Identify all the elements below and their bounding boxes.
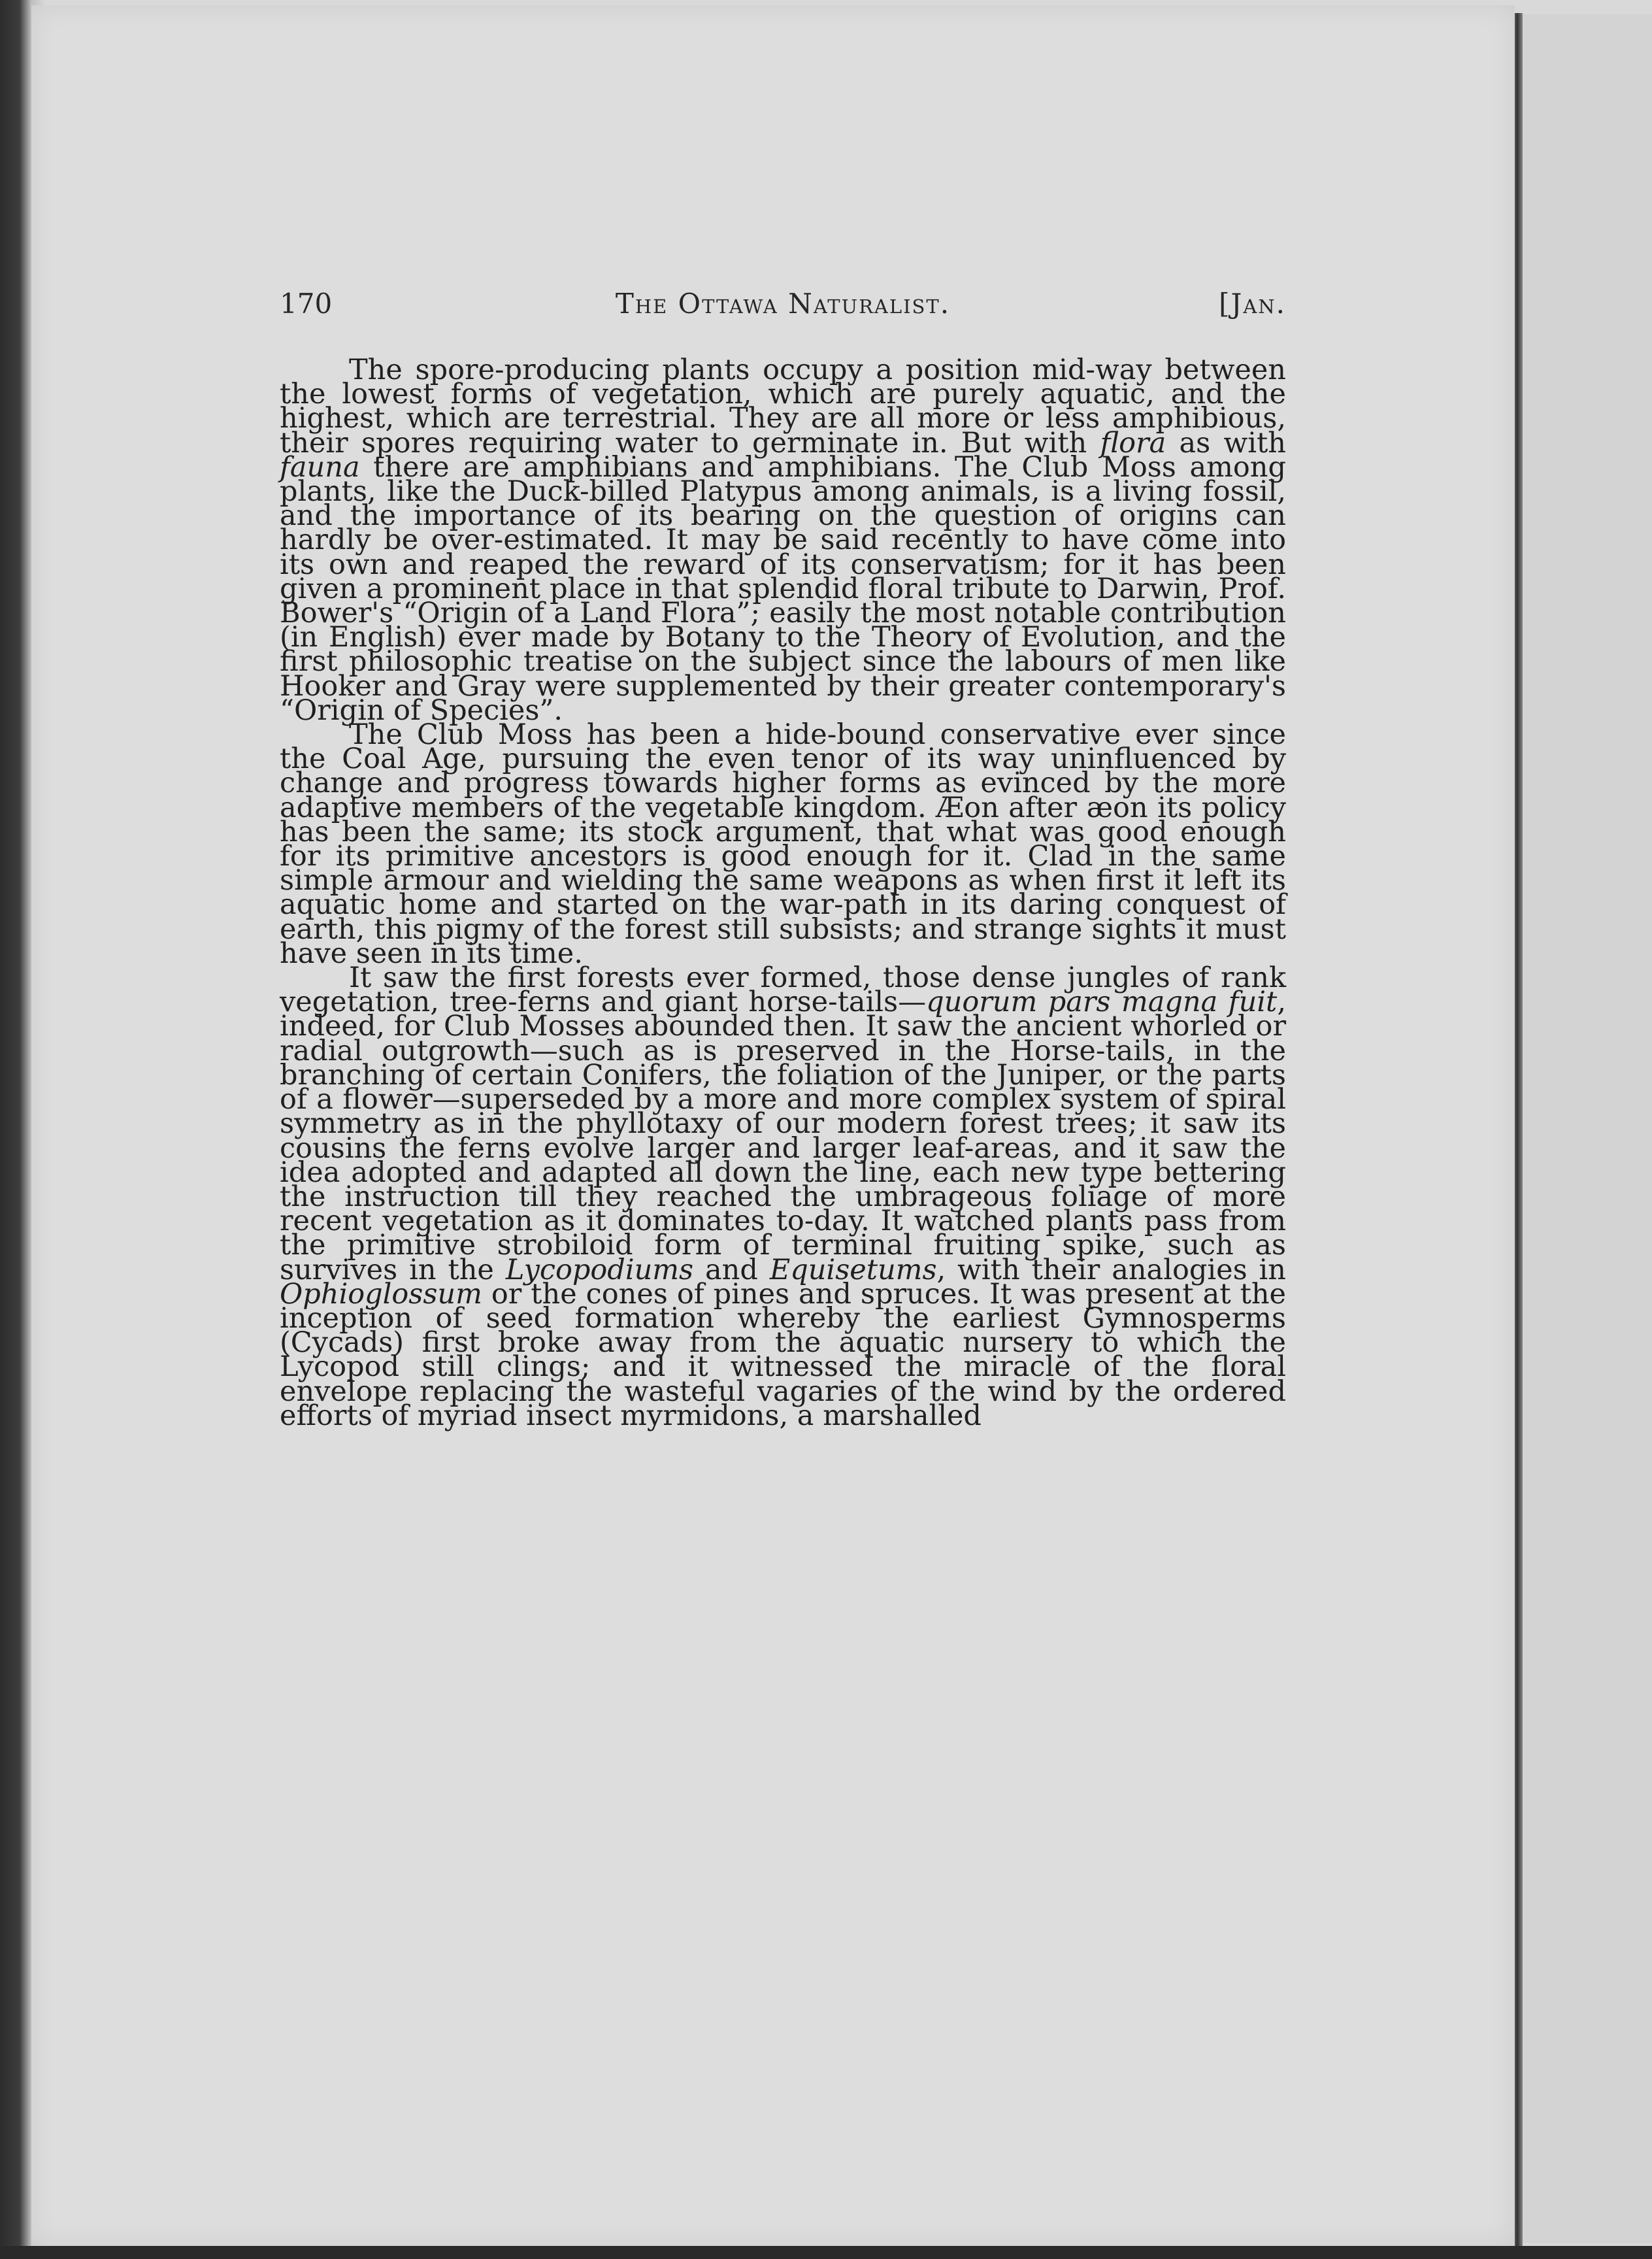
text-run: or the cones of pines and spruces. It was present at the inception of seed formation whereby the earliest Gymnosperms (Cycads) first broke away from the aquatic nursery to which the Lycopod still clings; and it witnessed the miracle of the floral envelope replacing the wasteful vagaries of the wind by the ordered efforts of myriad insect myrmidons, a marshalled [280,1277,1286,1432]
text-run: The Club Moss has been a hide-bound conservative ever since the Coal Age, pursuing the even tenor of its way uninfluenced by change and progress towards higher forms as evinced by the more adaptive members of the vegetable kingdom. Æon after æon its policy has been the same; its stock argument, that what was good enough for its primitive ancestors is good enough for it. Clad in the same simple armour and wielding the same weapons as when first it left its aquatic home and started on the war-path in its daring conquest of earth, this pigmy of the forest still subsists; and strange sights it must have seen in its time. [280,718,1286,970]
italic-text: fauna [280,450,360,484]
running-month: [Jan. [1219,288,1286,320]
running-title: The Ottawa Naturalist. [615,288,951,320]
paragraph [280,718,1286,970]
paragraph [280,354,1286,727]
italic-text: Lycopodiums [505,1253,694,1286]
page-number: 170 [280,288,333,320]
article-body [280,354,1287,1432]
italic-text: Equisetums [769,1253,937,1286]
text-run: there are amphibians and amphibians. The Club Moss among plants, like the Duck-billed Platypus among animals, is a living fossil, and the importance of its bearing on the question of origins can hardly be over-estimated. It may be said recently to have come into its own and reaped the reward of its conservatism; for it has been given a prominent place in that splendid floral tribute to Darwin, Prof. Bower's “Origin of a Land Flora”; easily the most notable contribution (in English) ever made by Botany to the Theory of Evolution, and the first philosophic treatise on the subject since the labours of men like Hooker and Gray were supplemented by their greater contemporary's “Origin of Species”. [280,450,1286,727]
text-run: The spore-producing plants occupy a position mid-way between the lowest forms of vegetation, which are purely aquatic, and the highest, which are terrestrial. They are all more or less amphibious, their spores requiring water to germinate in. But with [280,354,1286,460]
facing-page-edge [1523,14,1652,2243]
text-run: , indeed, for Club Mosses abounded then. It saw the ancient whorled or radial outgrowth—such as is preserved in the Horse-tails, in the branching of certain Conifers, the foliation of the Juniper, or the parts of a flower—superseded by a more and more complex system of spiral symmetry as in the phyllotaxy of our modern forest trees; it saw its cousins the ferns evolve larger and larger leaf-areas, and it saw the idea adopted and adapted all down the line, each new type bettering the instruction till they reached the umbrageous foliage of more recent vegetation as it dominates to-day. It watched plants pass from the primitive strobiloid form of terminal fruiting spike, such as survives in the [280,986,1286,1286]
text-run: It saw the first forests ever formed, those dense jungles of rank vegetation, tree-ferns and giant horse-tails— [280,962,1286,1019]
text-run: and [693,1253,770,1286]
text-run: as with [1166,426,1286,460]
running-header [280,288,1286,333]
paragraph [280,962,1287,1432]
scan-bottom-edge [0,2246,1652,2259]
italic-text: Ophioglossum [280,1277,482,1311]
text-run: , with their analogies in [936,1253,1287,1286]
page-gutter [1515,13,1523,2249]
italic-text: flora [1100,426,1166,460]
italic-text: quorum pars magna fuit [926,986,1278,1019]
